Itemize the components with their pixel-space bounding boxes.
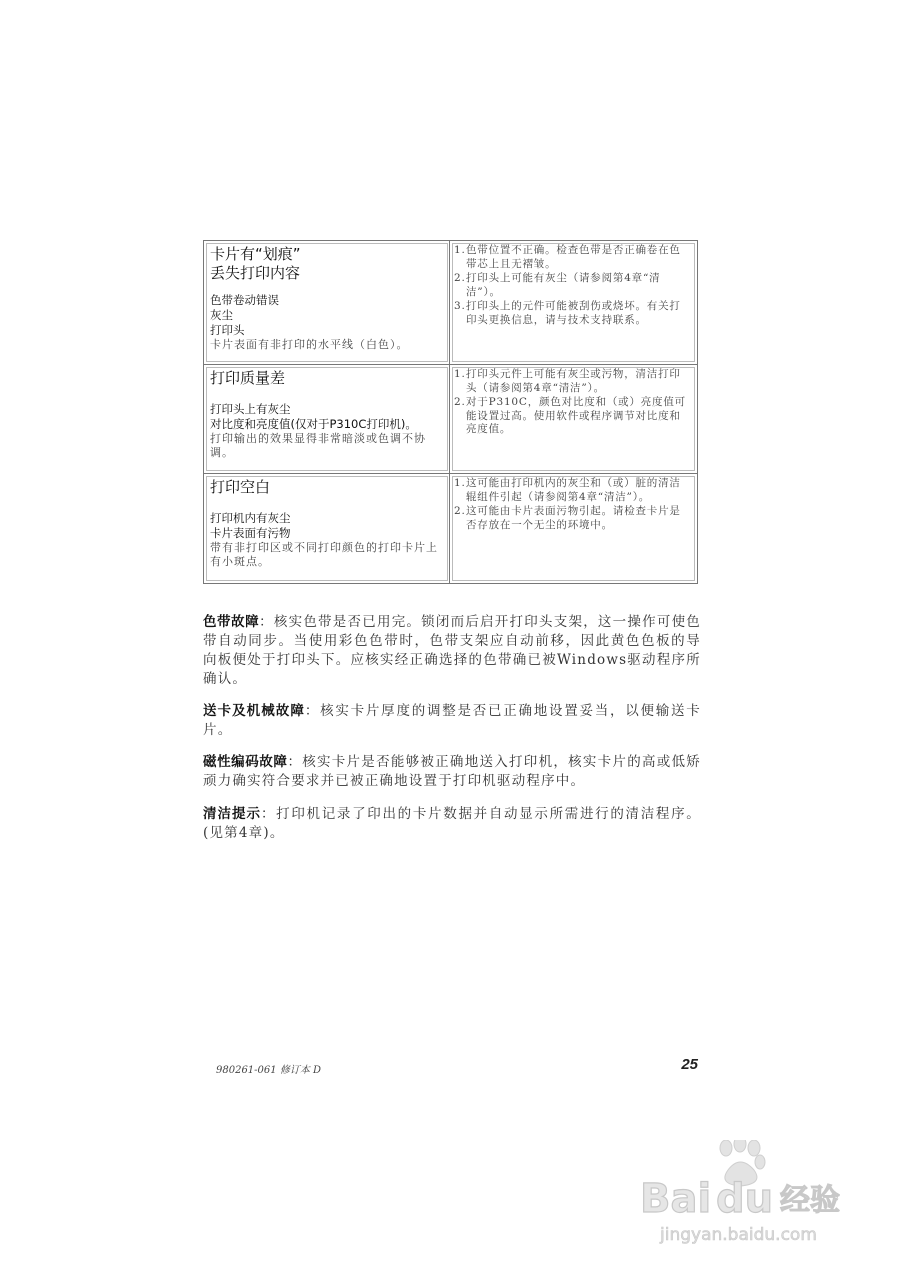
cause-item: 打印机内有灰尘 [210,511,291,525]
page-number: 25 [681,1056,698,1073]
paragraph-text: ：核实色带是否已用完。锁闭而后启开打印头支架，这一操作可使色带自动同步。当使用彩色色带时，色带支架应自动前移，因此黄色色板的导向板便处于打印头下。应核实经正确选择的色带确已被Windows驱动程序所确认。 [203,614,702,687]
paragraph-lead: 清洁提示 [203,806,261,822]
svg-text:Bai: Bai [640,1176,712,1222]
svg-text:经验: 经验 [780,1183,840,1218]
paragraph-text: ：打印机记录了印出的卡片数据并自动显示所需进行的清洁程序。(见第4章)。 [203,806,701,841]
symptom-title: 打印质量差 [210,369,286,387]
cause-item: 打印头 [210,323,245,337]
solution-cell [450,241,697,364]
solution-item [454,396,691,437]
solution-number: 1. [454,368,466,380]
symptom-note: 带有非打印区或不同打印颜色的打印卡片上有小斑点。 [210,541,438,568]
paragraph-lead: 色带故障 [203,614,260,630]
solution-text: 这可能由打印机内的灰尘和（或）脏的清洁辊组件引起（请参阅第4章“清洁”）。 [466,477,681,503]
symptom-note: 打印输出的效果显得非常暗淡或色调不协调。 [210,432,426,459]
cause-item: 对比度和亮度值(仅对于P310C打印机)。 [210,417,417,431]
paragraph-text: ：核实卡片是否能够被正确地送入打印机，核实卡片的高或低矫顽力确实符合要求并已被正确地设置于打印机驱动程序中。 [203,754,701,789]
svg-text:du: du [716,1176,774,1222]
solution-number: 1. [454,244,466,256]
cause-list [210,293,443,338]
solution-text: 这可能由卡片表面污物引起。请检查卡片是否存放在一个无尘的环境中。 [466,505,681,531]
cause-item: 卡片表面有污物 [210,526,291,540]
cause-item: 色带卷动错误 [210,293,279,307]
solution-number: 2. [454,396,466,408]
cause-list [210,511,443,541]
doc-number: 980261-061 修订本 D [216,1065,322,1076]
solution-item [454,505,691,532]
solution-number: 1. [454,477,466,489]
symptom-title: 丢失打印内容 [210,264,301,282]
solution-item [454,368,691,395]
solution-text: 打印头元件上可能有灰尘或污物，清洁打印头（请参阅第4章“清洁”）。 [466,368,681,394]
cause-item: 灰尘 [210,308,233,322]
solution-number: 2. [454,505,466,517]
symptom-title: 打印空白 [210,478,271,496]
table-row [204,474,697,583]
feed-fault-paragraph [203,702,701,740]
symptom-note: 卡片表面有非打印的水平线（白色）。 [210,338,409,351]
cause-list [210,402,443,432]
cause-item: 打印头上有灰尘 [210,402,291,416]
solution-text: 对于P310C，颜色对比度和（或）亮度值可能设置过高。使用软件或程序调节对比度和亮度值。 [466,396,686,435]
symptom-title: 卡片有“划痕” [210,245,301,263]
solution-text: 打印头上可能有灰尘（请参阅第4章“清洁”）。 [466,272,661,298]
solution-item [454,244,691,271]
paragraph-lead: 送卡及机械故障 [203,703,305,719]
paragraph-lead: 磁性编码故障 [203,754,288,770]
baidu-watermark-logo [640,1140,880,1250]
solution-item [454,477,691,504]
ribbon-fault-paragraph [203,613,701,689]
solution-item [454,300,691,327]
solution-cell [450,474,697,583]
solution-text: 色带位置不正确。检查色带是否正确卷在色带芯上且无褶皱。 [466,244,681,270]
solution-text: 打印头上的元件可能被刮伤或烧坏。有关打印头更换信息，请与技术支持联系。 [466,300,681,326]
symptom-cell [204,474,450,583]
table-row [204,365,697,474]
solution-item [454,272,691,299]
symptom-cell [204,365,450,473]
svg-text:jingyan.baidu.com: jingyan.baidu.com [660,1225,817,1245]
paragraph-text: ：核实卡片厚度的调整是否已正确地设置妥当，以便输送卡片。 [203,703,702,738]
solution-number: 2. [454,272,466,284]
magnetic-fault-paragraph [203,753,701,791]
symptom-cell [204,241,450,364]
solution-cell [450,365,697,473]
cleaning-tip-paragraph [203,805,701,843]
troubleshooting-table [203,240,698,584]
table-row [204,241,697,365]
solution-number: 3. [454,300,466,312]
